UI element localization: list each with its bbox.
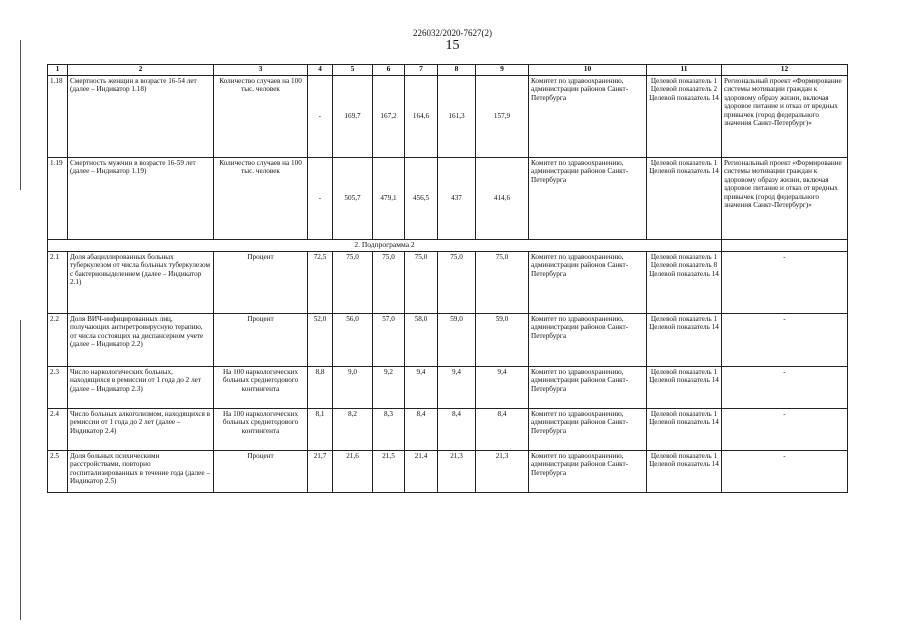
row-number: 2.3 bbox=[48, 366, 68, 408]
value-cell: 414,6 bbox=[476, 158, 529, 240]
value-cell: - bbox=[308, 158, 333, 240]
value-cell: 8,1 bbox=[308, 408, 333, 450]
value-cell: 8,3 bbox=[373, 408, 405, 450]
indicators-table bbox=[47, 64, 848, 493]
value-cell: 8,4 bbox=[438, 408, 476, 450]
targets-cell bbox=[647, 313, 722, 366]
scan-edge-mark bbox=[20, 40, 21, 190]
row-number: 1.19 bbox=[48, 158, 68, 240]
column-header: 5 bbox=[333, 65, 373, 76]
project-cell: - bbox=[722, 313, 848, 366]
value-cell: 169,7 bbox=[333, 76, 373, 158]
value-cell: 9,4 bbox=[438, 366, 476, 408]
table-row bbox=[48, 251, 848, 313]
indicator-name: Число больных алкоголизмом, находящихся в ремиссии от 1 года до 2 лет (далее – Индикатор 2.4) bbox=[68, 408, 214, 450]
column-header: 9 bbox=[476, 65, 529, 76]
target-item: Целевой показатель 14 bbox=[649, 93, 719, 102]
value-cell: 9,4 bbox=[405, 366, 438, 408]
unit-cell: На 100 наркологических больных среднегодового контингента bbox=[214, 366, 308, 408]
value-cell: 57,0 bbox=[373, 313, 405, 366]
scan-edge-mark bbox=[20, 320, 21, 620]
value-cell: 21,7 bbox=[308, 450, 333, 492]
empty-cell bbox=[722, 240, 848, 252]
column-header: 4 bbox=[308, 65, 333, 76]
column-header: 7 bbox=[405, 65, 438, 76]
executor-cell: Комитет по здравоохранению, администрации районов Санкт-Петербурга bbox=[529, 408, 647, 450]
unit-cell: Процент bbox=[214, 313, 308, 366]
table-row bbox=[48, 366, 848, 408]
value-cell: 8,8 bbox=[308, 366, 333, 408]
indicator-name: Смертность мужчин в возрасте 16-59 лет (далее – Индикатор 1.19) bbox=[68, 158, 214, 240]
value-cell: 8,2 bbox=[333, 408, 373, 450]
page-number: 15 bbox=[445, 38, 460, 53]
column-number-row bbox=[48, 65, 848, 76]
value-cell: 9,2 bbox=[373, 366, 405, 408]
project-cell: - bbox=[722, 251, 848, 313]
executor-cell: Комитет по здравоохранению, администрации районов Санкт-Петербурга bbox=[529, 366, 647, 408]
project-cell: Региональный проект «Формирование системы мотивации граждан к здоровому образу жизни, включая здоровое питание и отказ от вредных привычек (город федерального значения Санкт-Петербург)» bbox=[722, 158, 848, 240]
indicator-name: Доля больных психическими расстройствами, повторно госпитализированных в течение года (далее – Индикатор 2.5) bbox=[68, 450, 214, 492]
indicator-name: Доля абациллированных больных туберкулезом от числа больных туберкулезом с бактериовыделением (далее – Индикатор 2.1) bbox=[68, 251, 214, 313]
executor-cell: Комитет по здравоохранению, администрации районов Санкт-Петербурга bbox=[529, 450, 647, 492]
targets-cell bbox=[647, 366, 722, 408]
table-row bbox=[48, 158, 848, 240]
column-header: 11 bbox=[647, 65, 722, 76]
section-title: 2. Подпрограмма 2 bbox=[48, 240, 722, 252]
column-header: 6 bbox=[373, 65, 405, 76]
targets-cell bbox=[647, 408, 722, 450]
project-cell: - bbox=[722, 408, 848, 450]
value-cell: 75,0 bbox=[373, 251, 405, 313]
value-cell: 21,6 bbox=[333, 450, 373, 492]
value-cell: 8,4 bbox=[476, 408, 529, 450]
unit-cell: Количество случаев на 100 тыс. человек bbox=[214, 76, 308, 158]
value-cell: 75,0 bbox=[333, 251, 373, 313]
value-cell: 9,4 bbox=[476, 366, 529, 408]
value-cell: 164,6 bbox=[405, 76, 438, 158]
targets-cell bbox=[647, 251, 722, 313]
indicator-name: Смертность женщин в возрасте 16-54 лет (далее – Индикатор 1.18) bbox=[68, 76, 214, 158]
project-cell: - bbox=[722, 450, 848, 492]
value-cell: 456,5 bbox=[405, 158, 438, 240]
unit-cell: Процент bbox=[214, 450, 308, 492]
value-cell: 75,0 bbox=[405, 251, 438, 313]
value-cell: 437 bbox=[438, 158, 476, 240]
value-cell: 21,3 bbox=[438, 450, 476, 492]
target-item: Целевой показатель 1 bbox=[650, 314, 718, 323]
value-cell: 59,0 bbox=[476, 313, 529, 366]
executor-cell: Комитет по здравоохранению, администрации районов Санкт-Петербурга bbox=[529, 251, 647, 313]
value-cell: 21,3 bbox=[476, 450, 529, 492]
targets-cell bbox=[647, 158, 722, 240]
indicator-name: Число наркологических больных, находящихся в ремиссии от 1 года до 2 лет (далее – Индикатор 2.3) bbox=[68, 366, 214, 408]
value-cell: 58,0 bbox=[405, 313, 438, 366]
unit-cell: Количество случаев на 100 тыс. человек bbox=[214, 158, 308, 240]
target-item: Целевой показатель 14 bbox=[649, 460, 719, 469]
target-item: Целевой показатель 1 bbox=[650, 159, 718, 167]
value-cell: 75,0 bbox=[476, 251, 529, 313]
value-cell: - bbox=[308, 76, 333, 158]
value-cell: 479,1 bbox=[373, 158, 405, 240]
target-item: Целевой показатель 1 bbox=[650, 252, 718, 261]
value-cell: 59,0 bbox=[438, 313, 476, 366]
section-row bbox=[48, 240, 848, 252]
column-header: 10 bbox=[529, 65, 647, 76]
table-row bbox=[48, 408, 848, 450]
column-header: 3 bbox=[214, 65, 308, 76]
target-item: Целевой показатель 1 bbox=[650, 409, 718, 418]
value-cell: 505,7 bbox=[333, 158, 373, 240]
table-row bbox=[48, 76, 848, 158]
value-cell: 21,5 bbox=[373, 450, 405, 492]
target-item: Целевой показатель 14 bbox=[649, 376, 719, 385]
table-row bbox=[48, 313, 848, 366]
value-cell: 52,0 bbox=[308, 313, 333, 366]
target-item: Целевой показатель 14 bbox=[649, 323, 719, 332]
column-header: 8 bbox=[438, 65, 476, 76]
value-cell: 56,0 bbox=[333, 313, 373, 366]
value-cell: 72,5 bbox=[308, 251, 333, 313]
target-item: Целевой показатель 1 bbox=[650, 367, 718, 376]
value-cell: 157,9 bbox=[476, 76, 529, 158]
table-row bbox=[48, 450, 848, 492]
project-cell: - bbox=[722, 366, 848, 408]
value-cell: 161,3 bbox=[438, 76, 476, 158]
row-number: 2.1 bbox=[48, 251, 68, 313]
unit-cell: Процент bbox=[214, 251, 308, 313]
target-item: Целевой показатель 1 bbox=[650, 451, 718, 460]
value-cell: 8,4 bbox=[405, 408, 438, 450]
project-cell: Региональный проект «Формирование системы мотивации граждан к здоровому образу жизни, включая здоровое питание и отказ от вредных привычек (город федерального значения Санкт-Петербург)» bbox=[722, 76, 848, 158]
target-item: Целевой показатель 1 bbox=[650, 77, 718, 85]
executor-cell: Комитет по здравоохранению, администрации районов Санкт-Петербурга bbox=[529, 313, 647, 366]
value-cell: 167,2 bbox=[373, 76, 405, 158]
value-cell: 75,0 bbox=[438, 251, 476, 313]
row-number: 2.2 bbox=[48, 313, 68, 366]
target-item: Целевой показатель 14 bbox=[649, 167, 719, 176]
value-cell: 9,0 bbox=[333, 366, 373, 408]
row-number: 2.5 bbox=[48, 450, 68, 492]
column-header: 12 bbox=[722, 65, 848, 76]
unit-cell: На 100 наркологических больных среднегодового контингента bbox=[214, 408, 308, 450]
executor-cell: Комитет по здравоохранению, администрации районов Санкт-Петербурга bbox=[529, 158, 647, 240]
target-item: Целевой показатель 8 bbox=[650, 261, 718, 270]
document-number: 226032/2020-7627(2) bbox=[413, 28, 492, 38]
column-header: 2 bbox=[68, 65, 214, 76]
column-header: 1 bbox=[48, 65, 68, 76]
targets-cell bbox=[647, 76, 722, 158]
targets-cell bbox=[647, 450, 722, 492]
value-cell: 21,4 bbox=[405, 450, 438, 492]
target-item: Целевой показатель 14 bbox=[649, 418, 719, 427]
target-item: Целевой показатель 14 bbox=[649, 269, 719, 278]
executor-cell: Комитет по здравоохранению, администрации районов Санкт-Петербурга bbox=[529, 76, 647, 158]
row-number: 1.18 bbox=[48, 76, 68, 158]
indicator-name: Доля ВИЧ-инфицированных лиц, получающих антиретровирусную терапию, от числа состоящих на диспансерном учете (далее – Индикатор 2.2) bbox=[68, 313, 214, 366]
target-item: Целевой показатель 2 bbox=[650, 85, 718, 94]
row-number: 2.4 bbox=[48, 408, 68, 450]
